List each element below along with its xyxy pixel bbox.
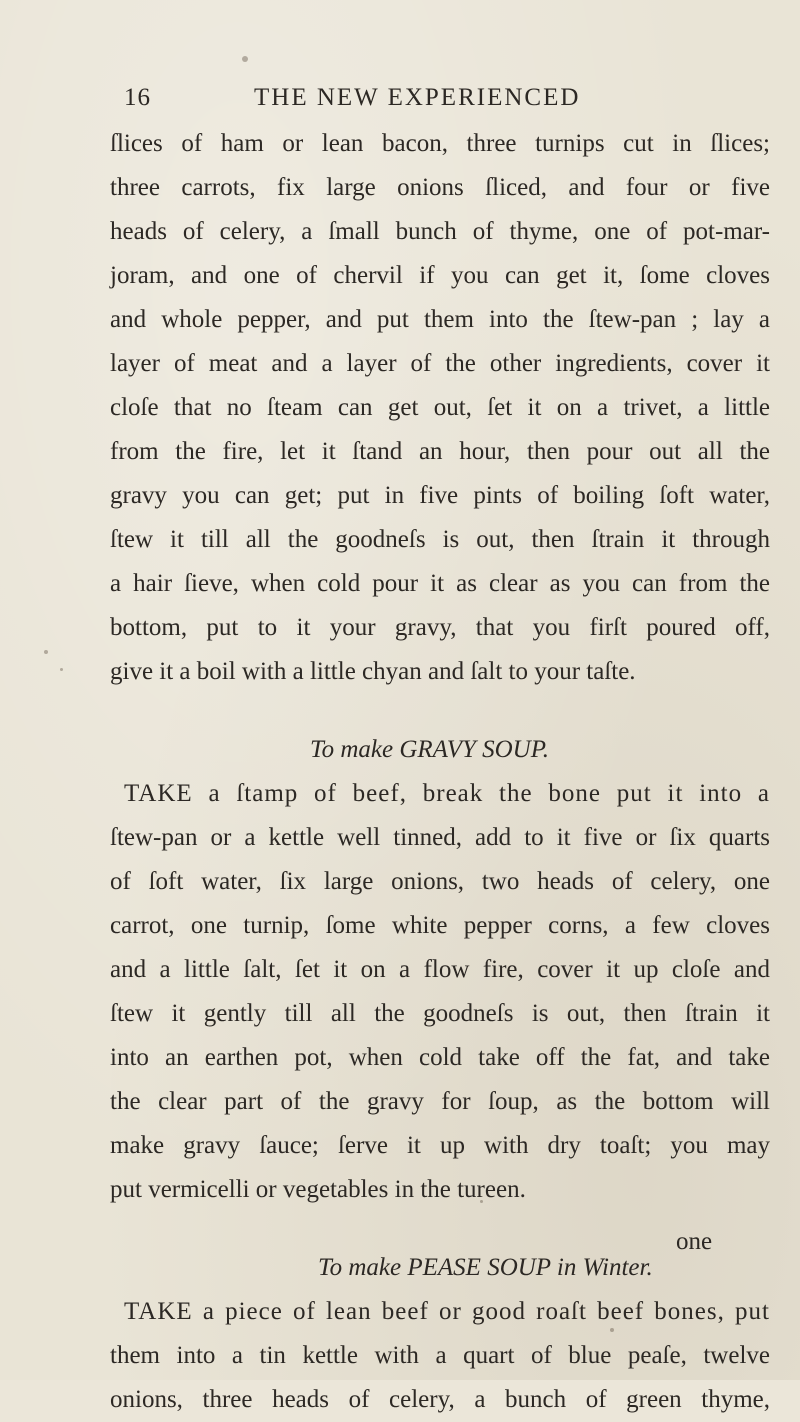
text-line: ſtew-pan or a kettle well tinned, add to it five or ſix quarts xyxy=(110,824,770,851)
text-line: TAKE a piece of lean beef or good roaſt beef bones, put xyxy=(124,1298,770,1325)
paragraph-gravy-soup xyxy=(110,772,770,1212)
text-line: cloſe that no ſteam can get out, ſet it on a trivet, a little xyxy=(110,394,770,421)
body-text xyxy=(110,122,770,1422)
text-line: them into a tin kettle with a quart of blue peaſe, twelve xyxy=(110,1342,770,1369)
text-line: make gravy ſauce; ſerve it up with dry toaſt; you may xyxy=(110,1132,770,1159)
text-line: of ſoft water, ſix large onions, two heads of celery, one xyxy=(110,868,770,895)
paper-speck xyxy=(60,668,63,671)
page-header xyxy=(118,82,738,122)
paper-speck xyxy=(610,1328,614,1332)
text-line: onions, three heads of celery, a bunch of green thyme, xyxy=(110,1386,770,1413)
text-line: three carrots, fix large onions ſliced, and four or five xyxy=(110,174,770,201)
text-line: and whole pepper, and put them into the ſtew-pan ; lay a xyxy=(110,306,770,333)
paper-speck xyxy=(44,650,48,654)
text-line: give it a boil with a little chyan and ſalt to your taſte. xyxy=(110,658,636,685)
text-line: and a little ſalt, ſet it on a flow fire, cover it up cloſe and xyxy=(110,956,770,983)
text-line: bottom, put to it your gravy, that you firſt poured off, xyxy=(110,614,770,641)
recipe-heading-gravy-soup: To make GRAVY SOUP. xyxy=(310,736,550,763)
text-line: gravy you can get; put in five pints of boiling ſoft water, xyxy=(110,482,770,509)
text-line: ſtew it gently till all the goodneſs is out, then ſtrain it xyxy=(110,1000,770,1027)
text-line: ſtew it till all the goodneſs is out, then ſtrain it through xyxy=(110,526,770,553)
text-line: ſlices of ham or lean bacon, three turnips cut in ſlices; xyxy=(110,130,770,157)
running-head: THE NEW EXPERIENCED xyxy=(254,84,581,111)
paper-speck xyxy=(242,56,248,62)
text-line: a hair ſieve, when cold pour it as clear as you can from the xyxy=(110,570,770,597)
text-line: the clear part of the gravy for ſoup, as the bottom will xyxy=(110,1088,770,1115)
paper-speck xyxy=(720,1010,723,1013)
text-line: put vermicelli or vegetables in the tureen. xyxy=(110,1176,526,1203)
recipe-heading-pease-soup: To make PEASE SOUP in Winter. xyxy=(318,1254,653,1281)
text-line: into an earthen pot, when cold take off the fat, and take xyxy=(110,1044,770,1071)
text-line: heads of celery, a ſmall bunch of thyme, one of pot-mar- xyxy=(110,218,770,245)
page-number: 16 xyxy=(124,84,151,111)
text-line: layer of meat and a layer of the other ingredients, cover it xyxy=(110,350,770,377)
paragraph-continued xyxy=(110,122,770,694)
text-line: joram, and one of chervil if you can get it, ſome cloves xyxy=(110,262,770,289)
catchword: one xyxy=(676,1228,713,1255)
text-line: from the fire, let it ſtand an hour, then pour out all the xyxy=(110,438,770,465)
text-line: carrot, one turnip, ſome white pepper corns, a few cloves xyxy=(110,912,770,939)
text-line: TAKE a ſtamp of beef, break the bone put it into a xyxy=(124,780,770,807)
paragraph-pease-soup xyxy=(110,1290,770,1422)
paper-speck xyxy=(480,1200,483,1203)
